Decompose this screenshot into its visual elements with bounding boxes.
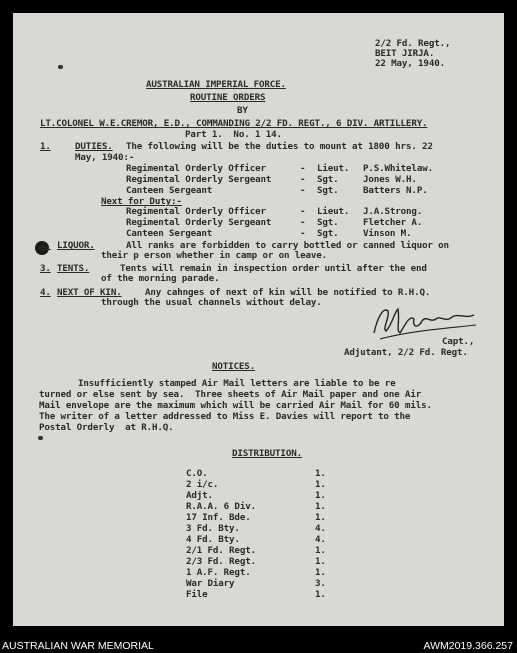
part-number: Part 1. No. 1 14. (185, 129, 282, 140)
liquor-text: All ranks are forbidden to carry bottled or canned liquor on (126, 240, 449, 251)
distribution-qty: 1. (315, 556, 326, 567)
duty-role: Regimental Orderly Officer (126, 163, 266, 174)
kin-text-2: through the usual channels without delay. (101, 297, 322, 308)
notice-line: Postal Orderly at R.H.Q. (39, 422, 174, 433)
next-duty-dash: - (300, 228, 306, 239)
header-place: BEIT JIRJA. (375, 48, 435, 59)
duties-number: 1. (40, 141, 51, 152)
next-duty-rank: Sgt. (317, 217, 339, 228)
ink-blot (38, 436, 43, 440)
distribution-qty: 1. (315, 589, 326, 600)
document-page (13, 13, 504, 626)
distribution-recipient: 1 A.F. Regt. (186, 567, 251, 578)
liquor-heading: LIQUOR. (57, 240, 95, 251)
signature-title: Adjutant, 2/2 Fd. Regt. (344, 347, 468, 358)
distribution-recipient: 2 i/c. (186, 479, 219, 490)
notice-line: Insufficiently stamped Air Mail letters are liable to be re (78, 378, 396, 389)
distribution-qty: 1. (315, 545, 326, 556)
duty-dash: - (300, 174, 306, 185)
next-duty-name: J.A.Strong. (363, 206, 423, 217)
distribution-qty: 1. (315, 468, 326, 479)
tents-number: 3. (40, 263, 51, 274)
next-duty-name: Fletcher A. (363, 217, 423, 228)
next-duty-name: Vinson M. (363, 228, 412, 239)
distribution-qty: 3. (315, 578, 326, 589)
duty-name: P.S.Whitelaw. (363, 163, 433, 174)
duty-rank: Sgt. (317, 185, 339, 196)
next-duty-dash: - (300, 206, 306, 217)
duty-role: Regimental Orderly Sergeant (126, 174, 272, 185)
duty-dash: - (300, 163, 306, 174)
distribution-recipient: Adjt. (186, 490, 213, 501)
tents-text: Tents will remain in inspection order until after the end (120, 263, 427, 274)
notice-line: Mail envelope are the maximum which will be carried Air Mail for 60 mils. (39, 400, 432, 411)
distribution-recipient: 2/1 Fd. Regt. (186, 545, 256, 556)
next-duty-dash: - (300, 217, 306, 228)
header-date: 22 May, 1940. (375, 58, 445, 69)
next-duty-role: Regimental Orderly Officer (126, 206, 266, 217)
distribution-qty: 1. (315, 490, 326, 501)
duty-name: Batters N.P. (363, 185, 428, 196)
distribution-recipient: War Diary (186, 578, 235, 589)
notice-line: The writer of a letter addressed to Miss E. Davies will report to the (39, 411, 411, 422)
signature-rank: Capt., (442, 336, 475, 347)
ink-blot (58, 65, 63, 69)
kin-number: 4. (40, 287, 51, 298)
distribution-recipient: 4 Fd. Bty. (186, 534, 240, 545)
distribution-qty: 4. (315, 523, 326, 534)
next-duty-label: Next for Duty:- (101, 196, 182, 207)
duties-intro: The following will be the duties to mount at 1800 hrs. 22 (126, 141, 433, 152)
duty-role: Canteen Sergeant (126, 185, 213, 196)
distribution-recipient: File (186, 589, 208, 600)
header-unit: 2/2 Fd. Regt., (375, 38, 451, 49)
footer-accession-number: AWM2019.366.257 (423, 640, 513, 652)
next-duty-rank: Lieut. (317, 206, 350, 217)
distribution-recipient: 2/3 Fd. Regt. (186, 556, 256, 567)
distribution-qty: 1. (315, 567, 326, 578)
next-duty-rank: Sgt. (317, 228, 339, 239)
distribution-heading: DISTRIBUTION. (232, 448, 302, 459)
liquor-text-2: their p erson whether in camp or on leave. (101, 250, 328, 261)
duty-rank: Sgt. (317, 174, 339, 185)
duty-dash: - (300, 185, 306, 196)
distribution-recipient: 17 Inf. Bde. (186, 512, 251, 523)
distribution-qty: 1. (315, 512, 326, 523)
notices-heading: NOTICES. (212, 361, 256, 372)
distribution-recipient: 3 Fd. Bty. (186, 523, 240, 534)
footer-credit: AUSTRALIAN WAR MEMORIAL (2, 640, 154, 652)
duty-name: Jones W.H. (363, 174, 417, 185)
duties-heading: DUTIES. (75, 141, 113, 152)
duties-intro-2: May, 1940:- (75, 152, 135, 163)
distribution-qty: 1. (315, 501, 326, 512)
liquor-number: 2. (40, 240, 51, 251)
next-duty-role: Canteen Sergeant (126, 228, 213, 239)
duty-rank: Lieut. (317, 163, 350, 174)
kin-text: Any cahnges of next of kin will be notified to R.H.Q. (145, 287, 431, 298)
force-title: AUSTRALIAN IMPERIAL FORCE. (146, 79, 286, 90)
distribution-qty: 1. (315, 479, 326, 490)
orders-title: ROUTINE ORDERS (190, 92, 266, 103)
distribution-recipient: R.A.A. 6 Div. (186, 501, 256, 512)
commander-line: LT.COLONEL W.E.CREMOR, E.D., COMMANDING 2/2 FD. REGT., 6 DIV. ARTILLERY. (40, 118, 428, 129)
notice-line: turned or else sent by sea. Three sheets of Air Mail paper and one Air (39, 389, 422, 400)
distribution-recipient: C.O. (186, 468, 208, 479)
by-line: BY (237, 105, 248, 116)
distribution-qty: 4. (315, 534, 326, 545)
tents-heading: TENTS. (57, 263, 90, 274)
tents-text-2: of the morning parade. (101, 273, 220, 284)
kin-heading: NEXT OF KIN. (57, 287, 122, 298)
next-duty-role: Regimental Orderly Sergeant (126, 217, 272, 228)
